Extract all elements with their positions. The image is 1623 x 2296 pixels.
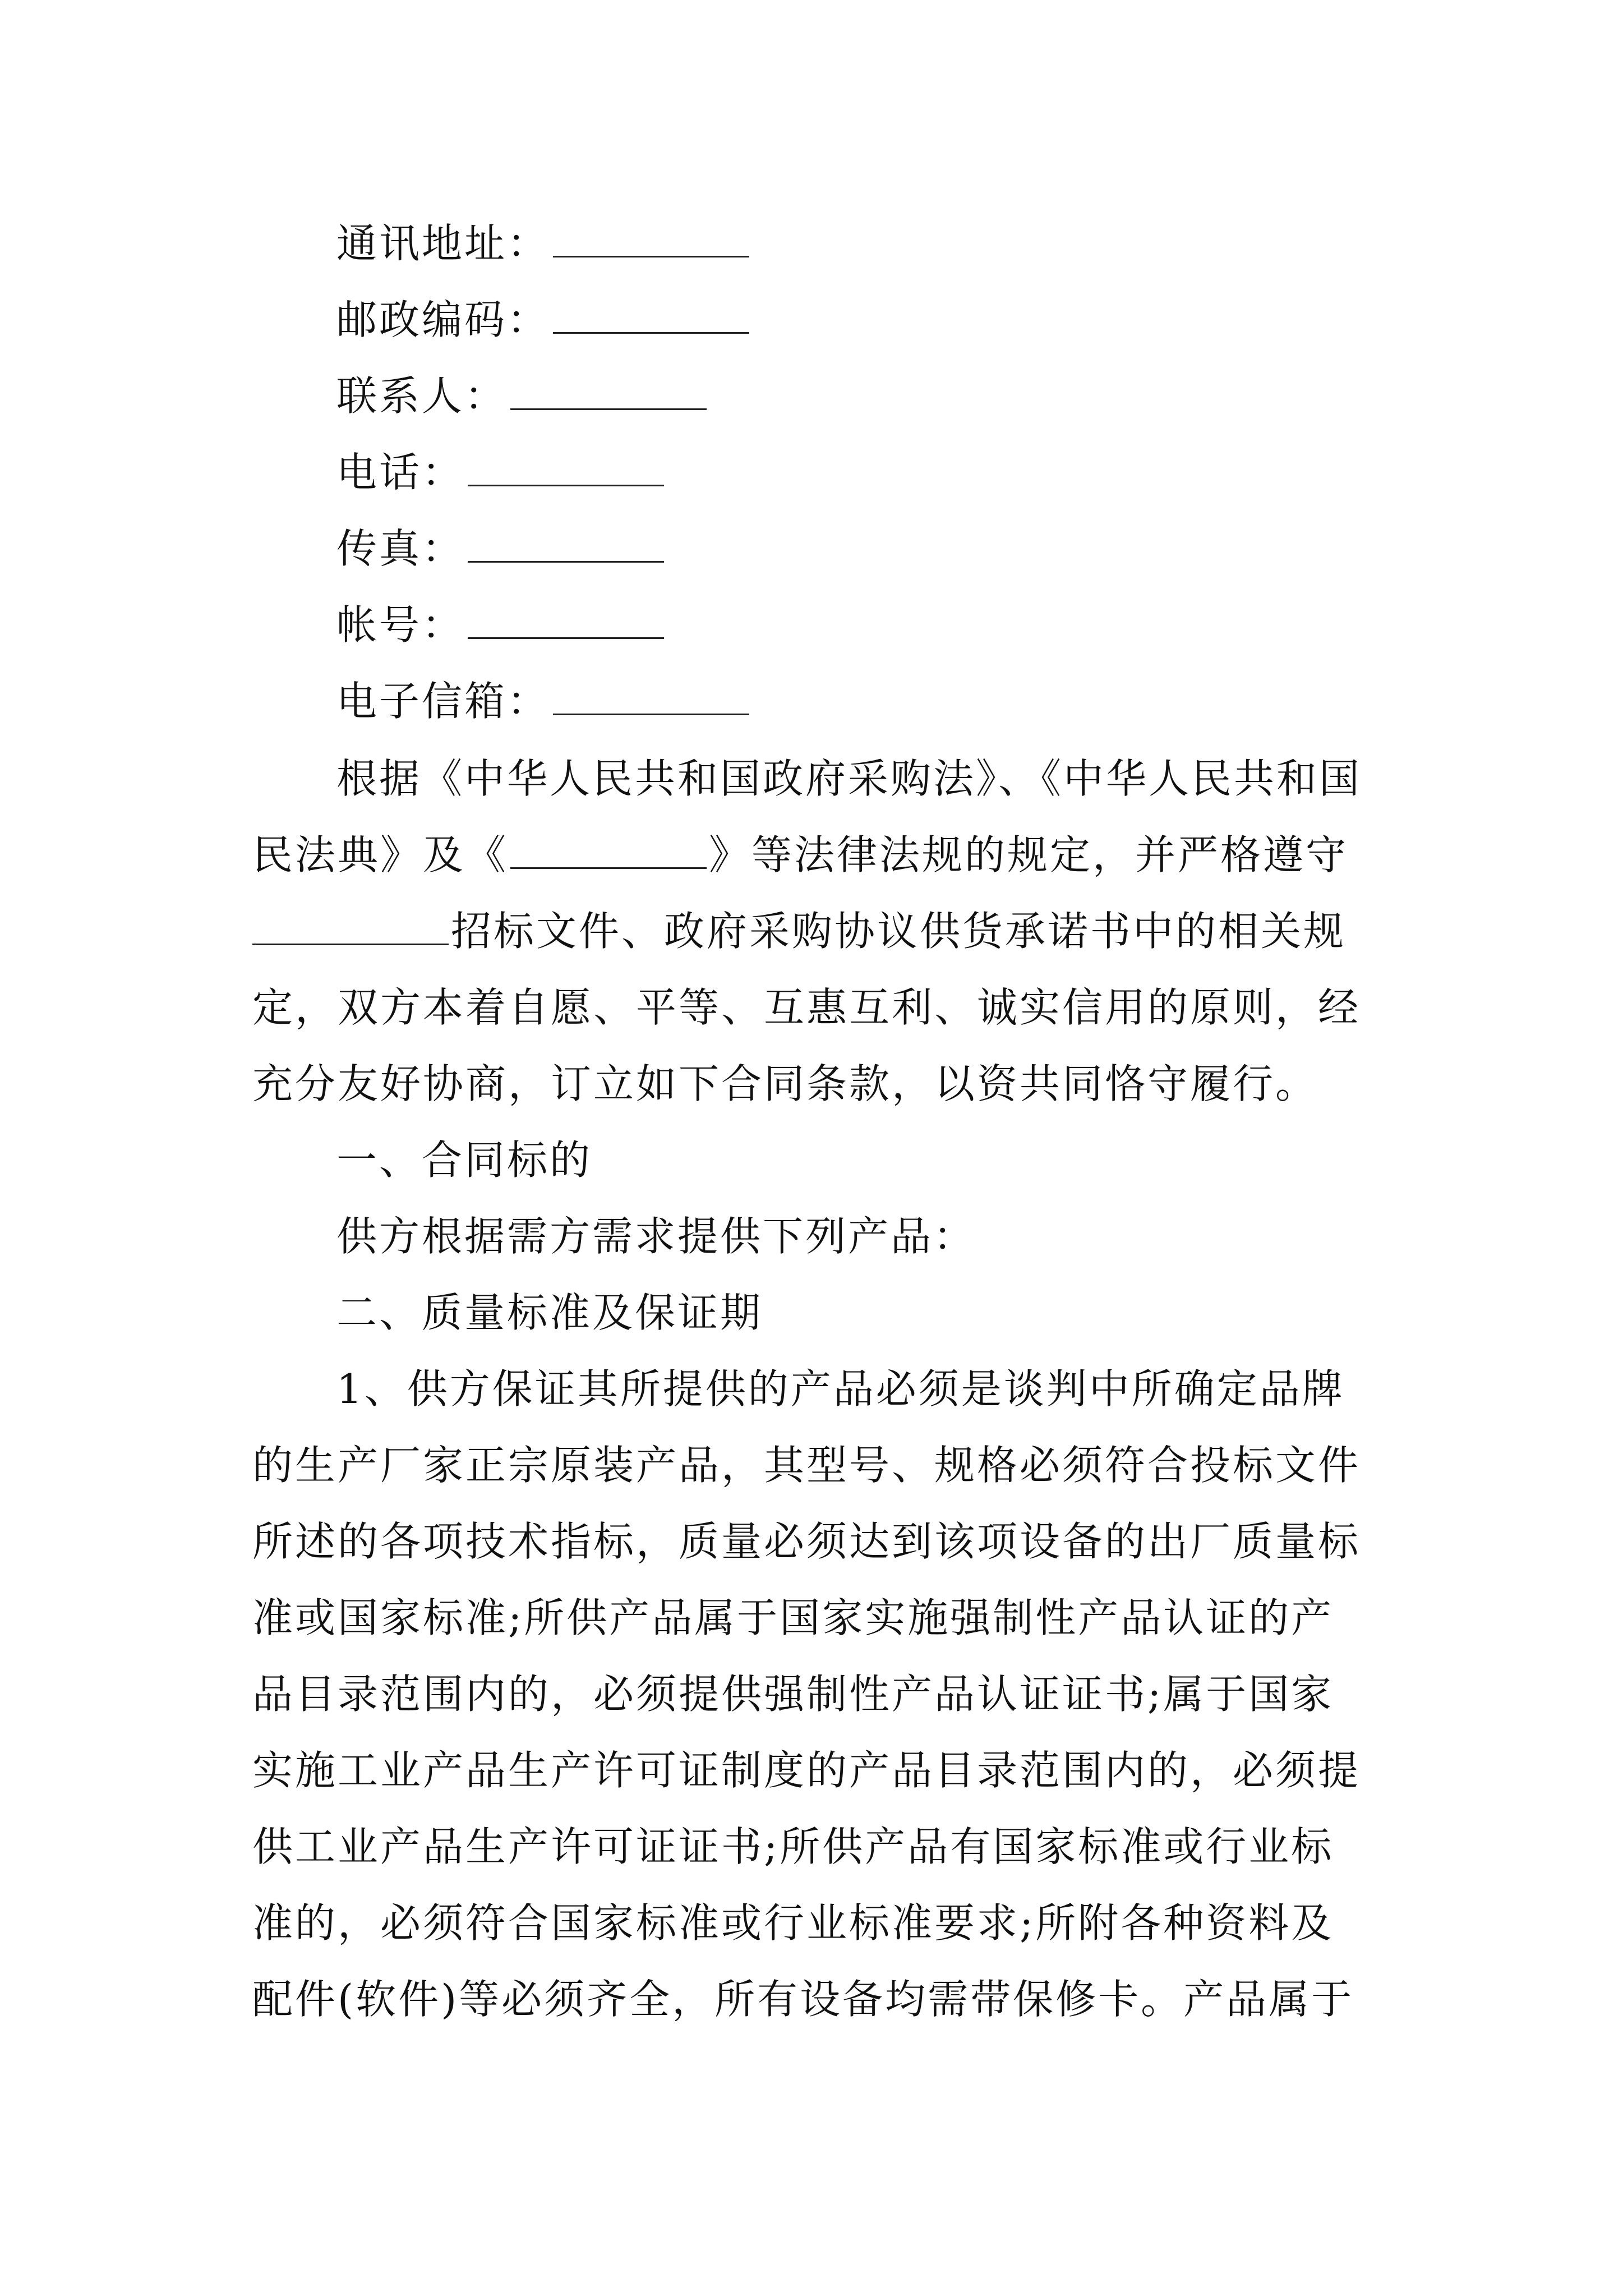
blank-underline: [553, 222, 749, 257]
section2-line-3: 所述的各项技术指标，质量必须达到该项设备的出厂质量标: [252, 1518, 1361, 1565]
section2-line-8: 准的，必须符合国家标准或行业标准要求;所附各种资料及: [252, 1899, 1334, 1947]
section2-line-5: 品目录范围内的，必须提供强制性产品认证证书;属于国家: [252, 1671, 1334, 1718]
intro-line-4: 定，双方本着自愿、平等、互惠互利、诚实信用的原则，经: [252, 984, 1361, 1031]
field-phone: [336, 444, 664, 500]
section2-line-6: 实施工业产品生产许可证制度的产品目录范围内的，必须提: [252, 1747, 1361, 1794]
field-label: 帐号：: [336, 601, 465, 648]
blank-underline: [553, 680, 749, 715]
field-label: 电话：: [336, 449, 465, 496]
intro-line-3: [252, 903, 1346, 959]
intro-line-5: 充分友好协商，订立如下合同条款，以资共同恪守履行。: [252, 1060, 1318, 1107]
field-contact-person: [336, 368, 707, 424]
field-label: 传真：: [336, 525, 465, 572]
field-fax: [336, 521, 664, 577]
blank-underline: [468, 604, 664, 639]
field-address: [336, 215, 749, 272]
blank-underline: [252, 910, 449, 945]
blank-underline: [468, 451, 664, 486]
field-account: [336, 597, 664, 653]
section2-line-1: 1、供方保证其所提供的产品必须是谈判中所确定品牌: [336, 1365, 1345, 1412]
field-postcode: [336, 292, 749, 348]
section2-line-9: 配件(软件)等必须齐全，所有设备均需带保修卡。产品属于: [252, 1976, 1354, 2023]
intro-line-2: [252, 827, 1348, 883]
blank-underline: [510, 375, 707, 410]
blank-underline: [553, 298, 749, 334]
section2-line-4: 准或国家标准;所供产品属于国家实施强制性产品认证的产: [252, 1594, 1334, 1641]
section-text: 供方根据需方需求提供下列产品：: [336, 1213, 976, 1260]
blank-underline: [468, 527, 664, 563]
intro-text: 招标文件、政府采购协议供货承诺书中的相关规: [451, 908, 1347, 955]
section2-line-2: 的生产厂家正宗原装产品，其型号、规格必须符合投标文件: [252, 1442, 1361, 1489]
field-label: 通讯地址：: [336, 220, 550, 267]
blank-underline: [510, 834, 707, 869]
field-label: 电子信箱：: [336, 678, 550, 725]
section-heading: 二、质量标准及保证期: [336, 1289, 763, 1336]
field-label: 邮政编码：: [336, 296, 550, 343]
section2-line-7: 供工业产品生产许可证证书;所供产品有国家标准或行业标: [252, 1823, 1334, 1870]
intro-text: 》等法律法规的规定，并严格遵守: [709, 831, 1349, 878]
section-heading: 一、合同标的: [336, 1137, 593, 1184]
intro-line-1: 根据《中华人民共和国政府采购法》、《中华人民共和国: [336, 755, 1362, 802]
intro-text: 民法典》及《: [252, 831, 509, 878]
field-email: [336, 673, 749, 729]
field-label: 联系人：: [336, 372, 508, 420]
